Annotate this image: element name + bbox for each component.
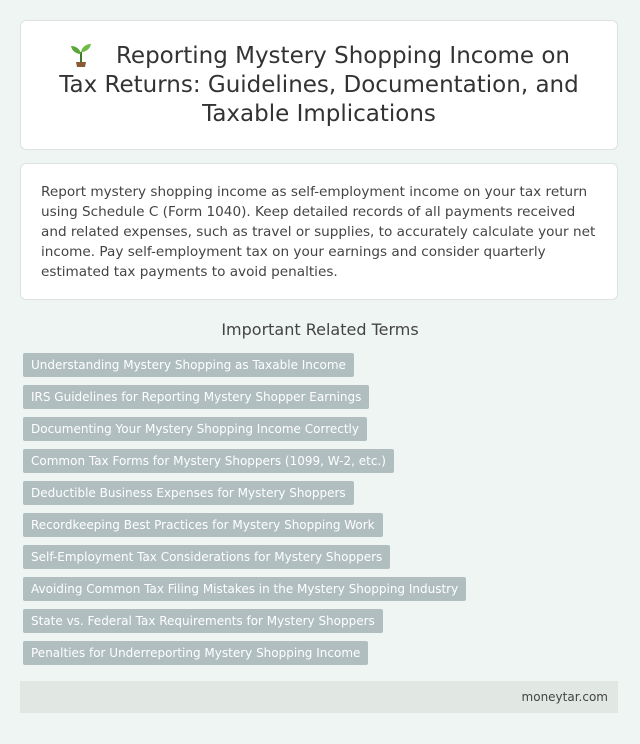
summary-text: Report mystery shopping income as self-employment income on your tax return using Schedule C (Form 1040). Keep detailed records of all payments received and related expenses, such as travel or supplies, to accurately calculate your net income. Pay self-employment tax on your earnings and consider quarterly estimated tax payments to avoid penalties.: [41, 184, 596, 280]
footer: [20, 681, 618, 713]
related-term-link[interactable]: State vs. Federal Tax Requirements for Mystery Shoppers: [23, 609, 383, 633]
related-terms-heading: Important Related Terms: [221, 320, 419, 339]
page-title: [51, 41, 587, 129]
sprout-icon: [68, 41, 94, 67]
related-term-link[interactable]: Recordkeeping Best Practices for Mystery Shopping Work: [23, 513, 383, 537]
related-term-link[interactable]: IRS Guidelines for Reporting Mystery Shopper Earnings: [23, 385, 369, 409]
title-card: [20, 20, 618, 150]
related-term-link[interactable]: Common Tax Forms for Mystery Shoppers (1099, W-2, etc.): [23, 449, 394, 473]
related-term-link[interactable]: Documenting Your Mystery Shopping Income Correctly: [23, 417, 367, 441]
related-terms-list: [23, 353, 603, 673]
footer-site-name: moneytar.com: [521, 690, 608, 704]
related-term-link[interactable]: Avoiding Common Tax Filing Mistakes in the Mystery Shopping Industry: [23, 577, 466, 601]
related-term-link[interactable]: Penalties for Underreporting Mystery Shopping Income: [23, 641, 368, 665]
related-term-link[interactable]: Self-Employment Tax Considerations for Mystery Shoppers: [23, 545, 390, 569]
related-term-link[interactable]: Understanding Mystery Shopping as Taxable Income: [23, 353, 354, 377]
title-text: Reporting Mystery Shopping Income on Tax Returns: Guidelines, Documentation, and Taxable Implications: [59, 43, 579, 127]
related-term-link[interactable]: Deductible Business Expenses for Mystery Shoppers: [23, 481, 354, 505]
summary-card: [20, 163, 618, 300]
